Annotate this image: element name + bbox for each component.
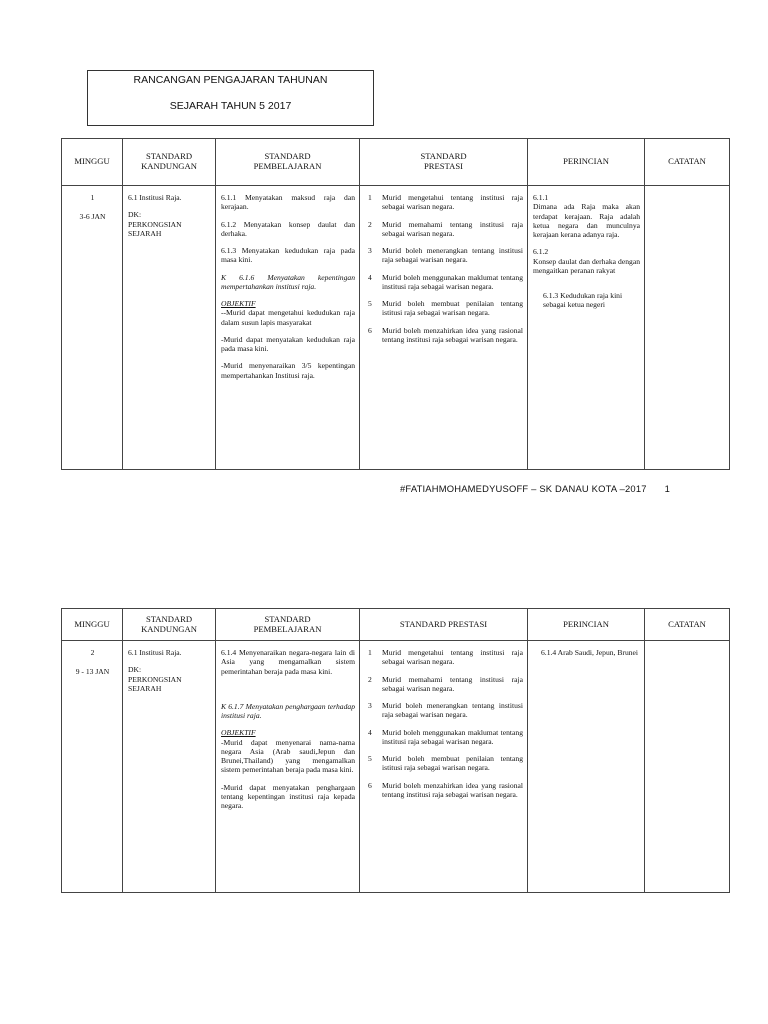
kandungan-cell <box>123 186 216 470</box>
page-number: 1 <box>664 483 671 494</box>
list-item: 1 Murid mengetahui tentang institusi raja sebagai warisan negara. <box>368 193 523 212</box>
pembelajaran-item: 6.1.4 Menyenaraikan negara-negara lain di Asia yang mengamalkan sistem pemerintahan beraja pada masa kini. <box>221 648 355 676</box>
kandungan-dk: DK: <box>128 210 142 220</box>
objektif-item: -Murid dapat menyatakan penghargaan tentang kepentingan institusi raja kepada negara. <box>221 782 355 810</box>
perincian-title: 6.1.2 <box>533 247 549 257</box>
kandungan-dk: DK: <box>128 665 142 675</box>
week-number: 1 <box>90 193 95 202</box>
pembelajaran-item: K 6.1.7 Menyatakan penghargaan terhadap institusi raja. <box>221 701 355 720</box>
doc-title: RANCANGAN PENGAJARAN TAHUNAN <box>133 74 328 86</box>
list-item: 6 Murid boleh menzahirkan idea yang rasional tentang institusi raja sebagai warisan negara. <box>368 325 523 344</box>
header-catatan: CATATAN <box>645 139 730 186</box>
header-standard-prestasi: STANDARD PRESTASI <box>360 139 528 186</box>
objektif-label: OBJEKTIF <box>221 728 256 738</box>
prestasi-cell <box>360 641 528 893</box>
header-minggu: MINGGU <box>62 609 123 641</box>
header-standard-kandungan: STANDARD KANDUNGAN <box>123 609 216 641</box>
kandungan-line: SEJARAH <box>128 228 162 238</box>
kandungan-topic: 6.1 Institusi Raja. <box>128 193 182 202</box>
list-item: 3 Murid boleh menerangkan tentang institusi raja sebagai warisan negara. <box>368 701 523 720</box>
prestasi-cell <box>360 186 528 470</box>
perincian-text: Konsep daulat dan derhaka dengan mengaitkan peranan rakyat <box>533 256 640 275</box>
table-row <box>62 641 730 893</box>
list-item: 5 Murid boleh membuat penilaian tentang istitusi raja sebagai warisan negara. <box>368 754 523 773</box>
prestasi-list <box>365 648 523 799</box>
title-box <box>87 70 374 126</box>
objektif-item: -Murid menyenaraikan 3/5 kepentingan mempertahankan Institusi raja. <box>221 361 355 380</box>
kandungan-line: PERKONGSIAN <box>128 674 182 684</box>
list-item: 5 Murid boleh membuat penilaian tentang istitusi raja sebagai warisan negara. <box>368 299 523 318</box>
list-item: 6 Murid boleh menzahirkan idea yang rasional tentang institusi raja sebagai warisan negara. <box>368 780 523 799</box>
list-item: 3 Murid boleh menerangkan tentang institusi raja sebagai warisan negara. <box>368 246 523 265</box>
kandungan-line: PERKONGSIAN <box>128 219 182 229</box>
perincian-text: Dimana ada Raja maka akan terdapat kerajaan. Raja adalah ketua negara dan munculnya kerajaan kerana adanya raja. <box>533 202 640 239</box>
table-header-row <box>62 609 730 641</box>
list-item: 1 Murid mengetahui tentang institusi raja sebagai warisan negara. <box>368 648 523 667</box>
kandungan-cell <box>123 641 216 893</box>
week-cell <box>62 641 123 893</box>
objektif-item: --Murid dapat mengetahui kedudukan raja dalam susun lapis masyarakat <box>221 308 355 327</box>
list-item: 2 Murid memahami tentang institusi raja sebagai warisan negara. <box>368 674 523 693</box>
header-standard-kandungan: STANDARD KANDUNGAN <box>123 139 216 186</box>
pembelajaran-item: 6.1.3 Menyatakan kedudukan raja pada masa kini. <box>221 246 355 265</box>
list-item: 4 Murid boleh menggunakan maklumat tentang institusi raja sebagai warisan negara. <box>368 272 523 291</box>
header-perincian: PERINCIAN <box>528 609 645 641</box>
catatan-cell <box>645 641 730 893</box>
perincian-cell <box>528 186 645 470</box>
plan-table-week-2 <box>61 608 730 893</box>
week-number: 2 <box>90 648 95 657</box>
header-standard-pembelajaran: STANDARD PEMBELAJARAN <box>216 609 360 641</box>
objektif-item: -Murid dapat menyatakan kedudukan raja pada masa kini. <box>221 334 355 353</box>
header-perincian: PERINCIAN <box>528 139 645 186</box>
prestasi-list <box>365 193 523 344</box>
week-dates: 9 - 13 JAN <box>75 667 110 677</box>
header-minggu: MINGGU <box>62 139 123 186</box>
kandungan-topic: 6.1 Institusi Raja. <box>128 648 182 657</box>
perincian-cell <box>528 641 645 893</box>
plan-table-week-1 <box>61 138 730 470</box>
table-header-row <box>62 139 730 186</box>
header-standard-prestasi: STANDARD PRESTASI <box>360 609 528 641</box>
header-catatan: CATATAN <box>645 609 730 641</box>
table-row <box>62 186 730 470</box>
perincian-title: 6.1.1 <box>533 193 549 202</box>
pembelajaran-item: 6.1.1 Menyatakan maksud raja dan kerajaan. <box>221 193 355 212</box>
pembelajaran-cell <box>216 186 360 470</box>
pembelajaran-cell <box>216 641 360 893</box>
perincian-text: 6.1.4 Arab Saudi, Jepun, Brunei <box>541 648 639 657</box>
header-standard-pembelajaran: STANDARD PEMBELAJARAN <box>216 139 360 186</box>
list-item: 4 Murid boleh menggunakan maklumat tentang institusi raja sebagai warisan negara. <box>368 727 523 746</box>
week-cell <box>62 186 123 470</box>
doc-subtitle: SEJARAH TAHUN 5 2017 <box>169 100 292 112</box>
list-item: 2 Murid memahami tentang institusi raja sebagai warisan negara. <box>368 219 523 238</box>
objektif-label: OBJEKTIF <box>221 299 256 308</box>
kandungan-line: SEJARAH <box>128 683 162 693</box>
catatan-cell <box>645 186 730 470</box>
page-footer <box>400 483 670 494</box>
perincian-text: 6.1.3 Kedudukan raja kini sebagai ketua negeri <box>543 291 623 310</box>
objektif-item: -Murid dapat menyenarai nama-nama negara Asia (Arab saudi,Jepun dan Brunei,Thailand) yang mengamalkan sistem pemerintahan beraja pada masa kini. <box>221 737 355 775</box>
pembelajaran-item: K 6.1.6 Menyatakan kepentingan mempertahankan institusi raja. <box>221 272 355 291</box>
footer-text: #FATIAHMOHAMEDYUSOFF – SK DANAU KOTA –2017 <box>400 483 647 494</box>
week-dates: 3-6 JAN <box>79 212 106 222</box>
pembelajaran-item: 6.1.2 Menyatakan konsep daulat dan derhaka. <box>221 219 355 238</box>
